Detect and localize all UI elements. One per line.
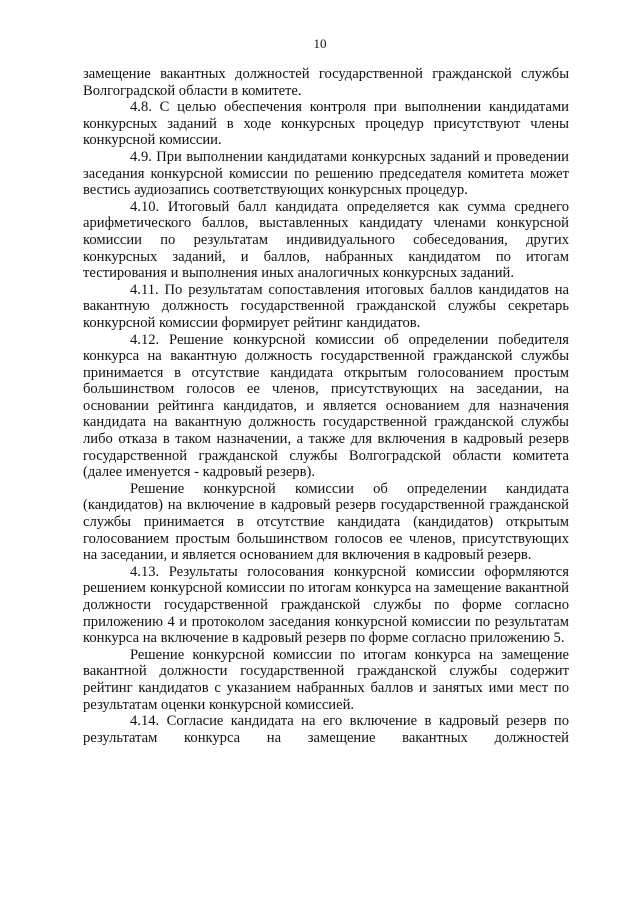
paragraph-4-13: 4.13. Результаты голосования конкурсной комиссии оформляются решением конкурсной комиссии по итогам конкурса на замещение вакантной должности государственной гражданской службы по форме согласно приложению 4 и протоколом заседания конкурсной комиссии по результатам конкурса на включение в кадровый резерв по форме согласно приложению 5. xyxy=(83,563,569,647)
paragraph-decision-content: Решение конкурсной комиссии по итогам конкурса на замещение вакантной должности государственной гражданской службы содержит рейтинг кандидатов с указанием набранных баллов и занятых ими мест по результатам оценки конкурсной комиссией. xyxy=(83,646,569,713)
paragraph-4-9: 4.9. При выполнении кандидатами конкурсных заданий и проведении заседания конкурсной комиссии по решению председателя комитета может вестись аудиозапись соответствующих конкурсных процедур. xyxy=(83,148,569,199)
paragraph-4-12: 4.12. Решение конкурсной комиссии об определении победителя конкурса на вакантную должность государственной гражданской службы принимается в отсутствие кандидата открытым голосованием простым большинством голосов ее членов, присутствующих на заседании, на основании рейтинга кандидатов, и является основанием для назначения кандидата на вакантную должность государственной гражданской службы либо отказа в таком назначении, а также для включения в кадровый резерв государственной гражданской службы Волгоградской области комитета (далее именуется - кадровый резерв). xyxy=(83,331,569,481)
paragraph-4-14: 4.14. Согласие кандидата на его включение в кадровый резерв по результатам конкурса на замещение вакантных должностей xyxy=(83,713,569,746)
document-body xyxy=(83,66,569,746)
paragraph-continuation: замещение вакантных должностей государственной гражданской службы Волгоградской области в комитете. xyxy=(83,66,569,99)
paragraph-reserve-decision: Решение конкурсной комиссии об определении кандидата (кандидатов) на включение в кадровый резерв государственной гражданской службы принимается в отсутствие кандидата (кандидатов) открытым голосованием простым большинством голосов ее членов, присутствующих на заседании, и является основанием для включения в кадровый резерв. xyxy=(83,480,569,564)
paragraph-4-8: 4.8. С целью обеспечения контроля при выполнении кандидатами конкурсных заданий в ходе конкурсных процедур присутствуют члены конкурсной комиссии. xyxy=(83,99,569,149)
page-number: 10 xyxy=(313,36,327,51)
paragraph-4-10: 4.10. Итоговый балл кандидата определяется как сумма среднего арифметического баллов, выставленных кандидату членами конкурсной комиссии по результатам индивидуального собеседования, других конкурсных заданий, и баллов, набранных кандидатом по итогам тестирования и выполнения иных аналогичных конкурсных заданий. xyxy=(83,198,569,282)
paragraph-4-11: 4.11. По результатам сопоставления итоговых баллов кандидатов на вакантную должность государственной гражданской службы секретарь конкурсной комиссии формирует рейтинг кандидатов. xyxy=(83,281,569,331)
